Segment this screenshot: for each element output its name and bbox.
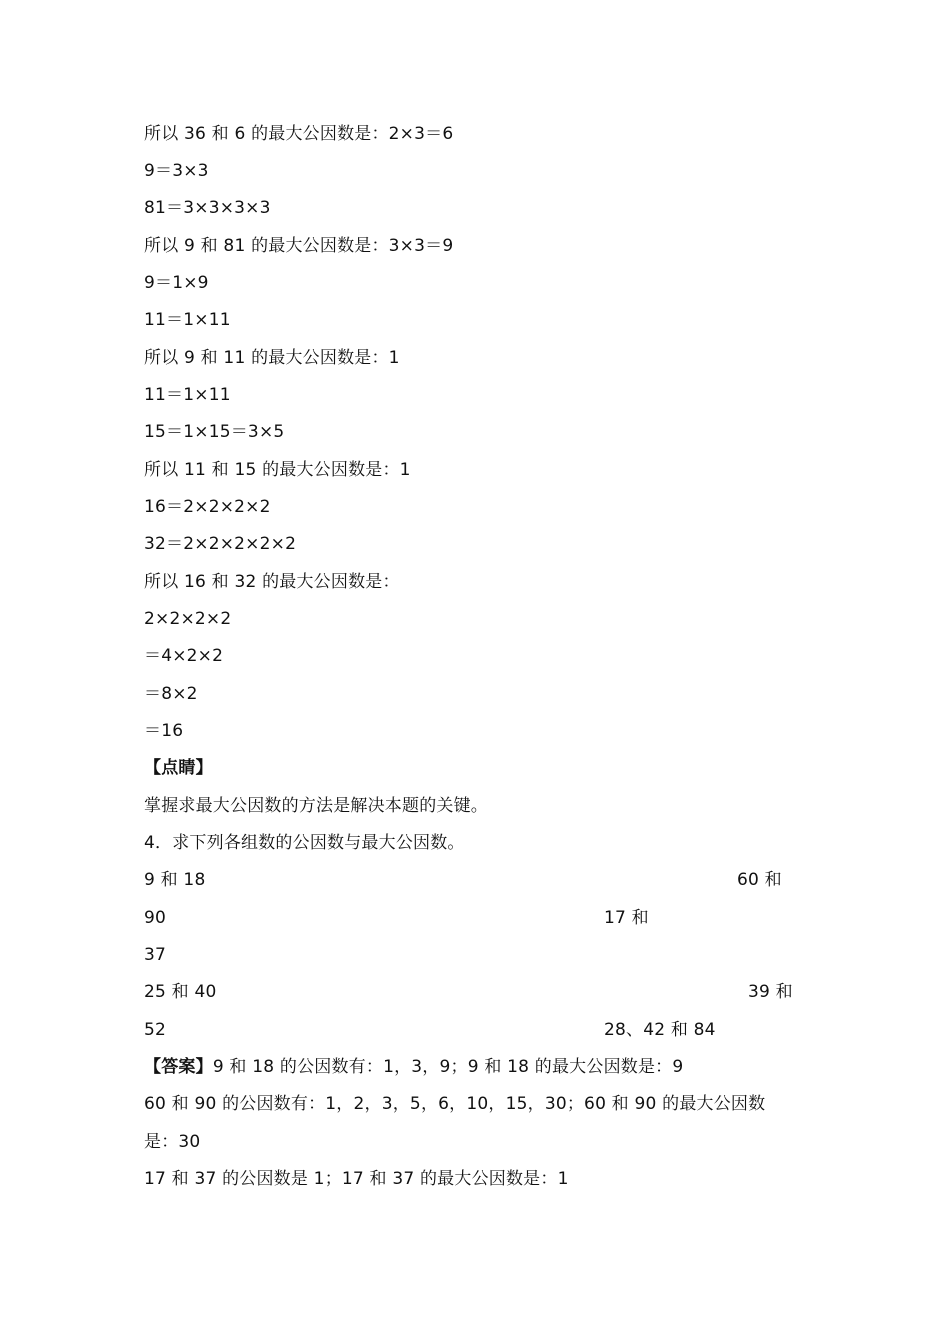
solution-line: 16＝2×2×2×2 — [144, 497, 271, 517]
question-item: 9 和 18 — [144, 870, 206, 890]
solution-line: 15＝1×15＝3×5 — [144, 422, 285, 442]
solution-line: ＝4×2×2 — [144, 646, 224, 666]
solution-line: 32＝2×2×2×2×2 — [144, 534, 297, 554]
question-item: 60 和 — [737, 870, 782, 890]
question-item: 52 — [144, 1020, 167, 1040]
question-item: 17 和 — [604, 908, 649, 928]
solution-line: 所以 9 和 81 的最大公因数是：3×3＝9 — [144, 236, 454, 256]
solution-line: 所以 16 和 32 的最大公因数是： — [144, 572, 400, 592]
solution-line: ＝16 — [144, 721, 184, 741]
answer-line: 60 和 90 的公因数有：1，2，3，5，6，10，15，30；60 和 90 的最大公因数 — [144, 1094, 766, 1114]
dianjing-text: 掌握求最大公因数的方法是解决本题的关键。 — [144, 796, 488, 816]
solution-line: 11＝1×11 — [144, 385, 231, 405]
solution-line: ＝8×2 — [144, 684, 198, 704]
answer-text: 9 和 18 的公因数有：1，3，9；9 和 18 的最大公因数是：9 — [212, 1057, 684, 1077]
question-item: 37 — [144, 945, 167, 965]
question-item: 90 — [144, 908, 167, 928]
solution-line: 9＝1×9 — [144, 273, 209, 293]
solution-line: 9＝3×3 — [144, 161, 209, 181]
question-item: 39 和 — [748, 982, 793, 1002]
question-item: 28、42 和 84 — [604, 1020, 716, 1040]
answer-line — [144, 1056, 683, 1078]
solution-line: 所以 36 和 6 的最大公因数是：2×3＝6 — [144, 124, 454, 144]
solution-line: 所以 11 和 15 的最大公因数是：1 — [144, 460, 411, 480]
question-4-title: 4．求下列各组数的公因数与最大公因数。 — [144, 833, 465, 853]
dianjing-heading: 【点睛】 — [144, 758, 213, 778]
answer-line: 是：30 — [144, 1132, 201, 1152]
question-item: 25 和 40 — [144, 982, 217, 1002]
answer-label: 【答案】 — [144, 1057, 213, 1077]
solution-line: 所以 9 和 11 的最大公因数是：1 — [144, 348, 400, 368]
solution-line: 11＝1×11 — [144, 310, 231, 330]
solution-line: 81＝3×3×3×3 — [144, 198, 271, 218]
answer-line: 17 和 37 的公因数是 1；17 和 37 的最大公因数是：1 — [144, 1169, 569, 1189]
solution-line: 2×2×2×2 — [144, 609, 232, 629]
